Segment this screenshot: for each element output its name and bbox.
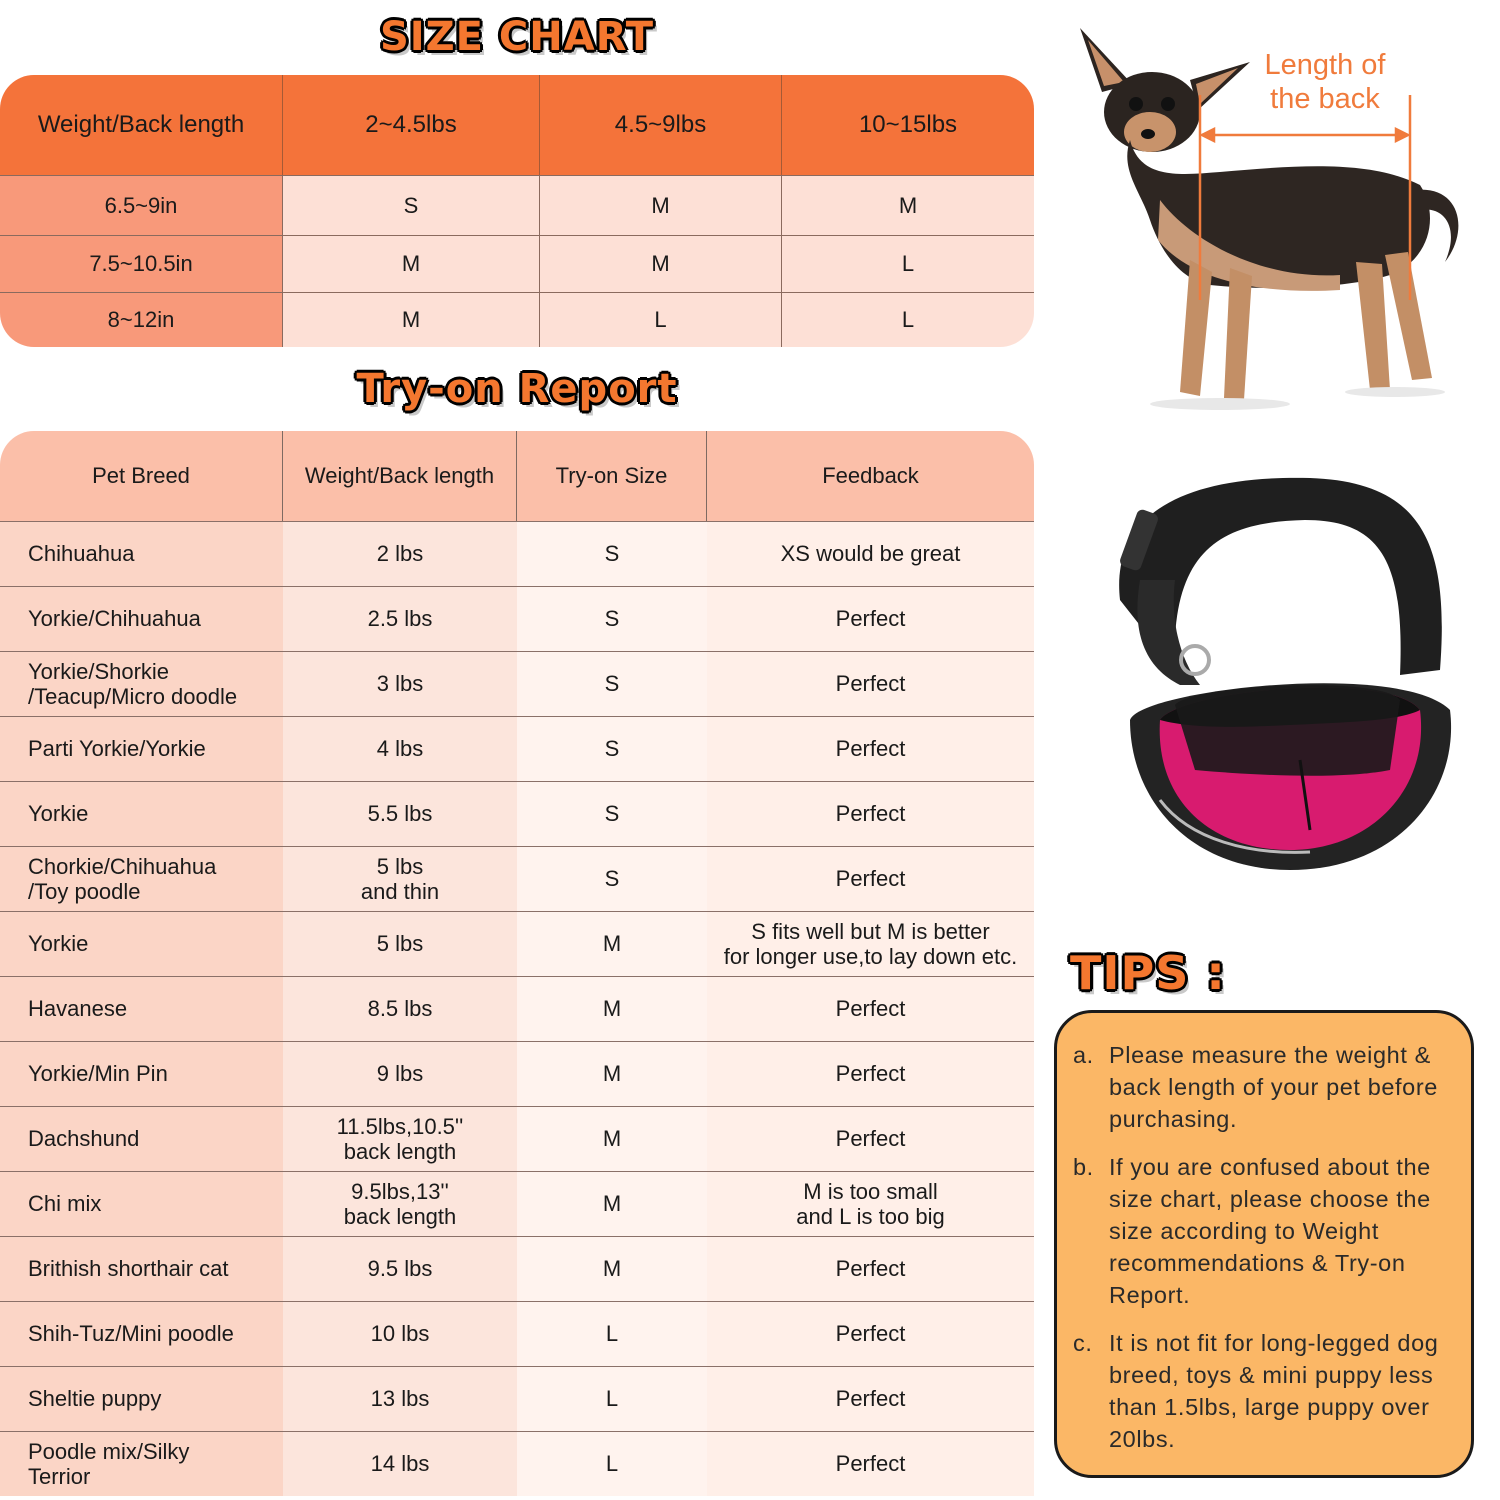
pet-breed-cell: Chihuahua xyxy=(0,521,283,586)
pet-breed-cell: Yorkie xyxy=(0,781,283,846)
weight-cell: 2.5 lbs xyxy=(283,586,517,651)
feedback-cell: Perfect xyxy=(707,1301,1034,1366)
header-weight-back-length: Weight/Back length xyxy=(283,431,517,521)
tryon-size-cell: S xyxy=(517,651,707,716)
pet-breed-cell: Brithish shorthair cat xyxy=(0,1236,283,1301)
weight-column-header: 4.5~9lbs xyxy=(540,75,782,175)
pet-breed-cell: Yorkie/Chihuahua xyxy=(0,586,283,651)
size-chart-title: SIZE CHART xyxy=(379,14,655,60)
tips-box xyxy=(1054,1010,1474,1478)
back-length-cell: 6.5~9in xyxy=(0,175,283,235)
header-feedback: Feedback xyxy=(707,431,1034,521)
tryon-size-cell: L xyxy=(517,1301,707,1366)
tip-marker: a. xyxy=(1073,1042,1094,1068)
tryon-size-cell: M xyxy=(517,976,707,1041)
tryon-size-cell: M xyxy=(517,911,707,976)
tryon-report-title: Try-on Report xyxy=(356,366,678,412)
header-tryon-size: Try-on Size xyxy=(517,431,707,521)
weight-cell: 10 lbs xyxy=(283,1301,517,1366)
feedback-cell: Perfect xyxy=(707,1431,1034,1496)
tryon-row xyxy=(0,716,1034,781)
size-cell: L xyxy=(782,292,1034,347)
weight-cell: 14 lbs xyxy=(283,1431,517,1496)
weight-cell: 5.5 lbs xyxy=(283,781,517,846)
pet-breed-cell: Shih-Tuz/Mini poodle xyxy=(0,1301,283,1366)
tryon-report-table xyxy=(0,431,1034,1496)
tryon-size-cell: M xyxy=(517,1236,707,1301)
weight-cell: 9 lbs xyxy=(283,1041,517,1106)
tryon-row xyxy=(0,651,1034,716)
weight-cell: 4 lbs xyxy=(283,716,517,781)
pet-breed-cell: Havanese xyxy=(0,976,283,1041)
tip-text: If you are confused about the size chart, please choose the size according to Weight recommendations & Try-on Report. xyxy=(1109,1154,1431,1308)
weight-column-header: 10~15lbs xyxy=(782,75,1034,175)
tryon-row xyxy=(0,1041,1034,1106)
feedback-cell: XS would be great xyxy=(707,521,1034,586)
tryon-row xyxy=(0,1366,1034,1431)
weight-cell: 8.5 lbs xyxy=(283,976,517,1041)
feedback-cell: Perfect xyxy=(707,846,1034,911)
tryon-row xyxy=(0,1301,1034,1366)
tip-item xyxy=(1073,1151,1457,1311)
pet-breed-cell: Parti Yorkie/Yorkie xyxy=(0,716,283,781)
size-cell: M xyxy=(540,175,782,235)
weight-cell: 13 lbs xyxy=(283,1366,517,1431)
feedback-cell: Perfect xyxy=(707,716,1034,781)
feedback-cell: Perfect xyxy=(707,1106,1034,1171)
weight-cell: 2 lbs xyxy=(283,521,517,586)
header-pet-breed: Pet Breed xyxy=(0,431,283,521)
pet-breed-cell: Yorkie/Min Pin xyxy=(0,1041,283,1106)
tryon-size-cell: M xyxy=(517,1106,707,1171)
tryon-size-cell: S xyxy=(517,846,707,911)
tryon-row xyxy=(0,1106,1034,1171)
size-cell: S xyxy=(283,175,540,235)
tip-item xyxy=(1073,1039,1457,1135)
tryon-size-cell: L xyxy=(517,1431,707,1496)
tryon-row xyxy=(0,911,1034,976)
back-length-cell: 7.5~10.5in xyxy=(0,235,283,292)
weight-cell: 9.5 lbs xyxy=(283,1236,517,1301)
tryon-size-cell: S xyxy=(517,521,707,586)
pet-breed-cell: Chorkie/Chihuahua /Toy poodle xyxy=(0,846,283,911)
tryon-row xyxy=(0,1431,1034,1496)
weight-cell: 5 lbs and thin xyxy=(283,846,517,911)
feedback-cell: Perfect xyxy=(707,586,1034,651)
feedback-cell: Perfect xyxy=(707,1366,1034,1431)
size-cell: M xyxy=(283,235,540,292)
feedback-cell: Perfect xyxy=(707,976,1034,1041)
tryon-body xyxy=(0,521,1034,1496)
tips-title: TIPS : xyxy=(1070,946,1226,1000)
back-length-cell: 8~12in xyxy=(0,292,283,347)
pet-breed-cell: Poodle mix/Silky Terrior xyxy=(0,1431,283,1496)
size-cell: L xyxy=(782,235,1034,292)
sling-bag-image xyxy=(1118,478,1451,870)
tip-marker: c. xyxy=(1073,1330,1093,1356)
sling-bag-illustration xyxy=(1100,470,1480,910)
size-chart-corner-header: Weight/Back length xyxy=(0,75,283,175)
weight-column-header: 2~4.5lbs xyxy=(283,75,540,175)
feedback-cell: S fits well but M is better for longer use,to lay down etc. xyxy=(707,911,1034,976)
weight-cell: 5 lbs xyxy=(283,911,517,976)
tip-text: It is not fit for long-legged dog breed, toys & mini puppy less than 1.5lbs, large puppy over 20lbs. xyxy=(1109,1330,1439,1452)
feedback-cell: Perfect xyxy=(707,1236,1034,1301)
tryon-row xyxy=(0,1236,1034,1301)
tryon-size-cell: S xyxy=(517,716,707,781)
tryon-size-cell: L xyxy=(517,1366,707,1431)
tip-item xyxy=(1073,1327,1457,1455)
feedback-cell: Perfect xyxy=(707,781,1034,846)
size-cell: M xyxy=(283,292,540,347)
size-chart-header-row xyxy=(0,75,1034,175)
tryon-row xyxy=(0,521,1034,586)
tryon-row xyxy=(0,781,1034,846)
pet-breed-cell: Yorkie xyxy=(0,911,283,976)
tryon-header-row xyxy=(0,431,1034,521)
tryon-row xyxy=(0,846,1034,911)
size-cell: M xyxy=(540,235,782,292)
tryon-size-cell: S xyxy=(517,586,707,651)
feedback-cell: M is too small and L is too big xyxy=(707,1171,1034,1236)
tryon-row xyxy=(0,976,1034,1041)
weight-cell: 9.5lbs,13'' back length xyxy=(283,1171,517,1236)
weight-cell: 11.5lbs,10.5'' back length xyxy=(283,1106,517,1171)
pet-breed-cell: Chi mix xyxy=(0,1171,283,1236)
tip-text: Please measure the weight & back length of your pet before purchasing. xyxy=(1109,1042,1438,1132)
tip-marker: b. xyxy=(1073,1154,1094,1180)
size-chart-row xyxy=(0,175,1034,235)
back-length-label: Length of the back xyxy=(1264,49,1386,115)
feedback-cell: Perfect xyxy=(707,1041,1034,1106)
pet-breed-cell: Yorkie/Shorkie /Teacup/Micro doodle xyxy=(0,651,283,716)
pet-breed-cell: Sheltie puppy xyxy=(0,1366,283,1431)
weight-cell: 3 lbs xyxy=(283,651,517,716)
size-chart-table xyxy=(0,75,1034,347)
size-chart-row xyxy=(0,292,1034,347)
size-chart-row xyxy=(0,235,1034,292)
tryon-row xyxy=(0,586,1034,651)
pet-breed-cell: Dachshund xyxy=(0,1106,283,1171)
size-cell: L xyxy=(540,292,782,347)
size-cell: M xyxy=(782,175,1034,235)
tryon-size-cell: M xyxy=(517,1171,707,1236)
tryon-size-cell: M xyxy=(517,1041,707,1106)
feedback-cell: Perfect xyxy=(707,651,1034,716)
tryon-size-cell: S xyxy=(517,781,707,846)
tryon-row xyxy=(0,1171,1034,1236)
